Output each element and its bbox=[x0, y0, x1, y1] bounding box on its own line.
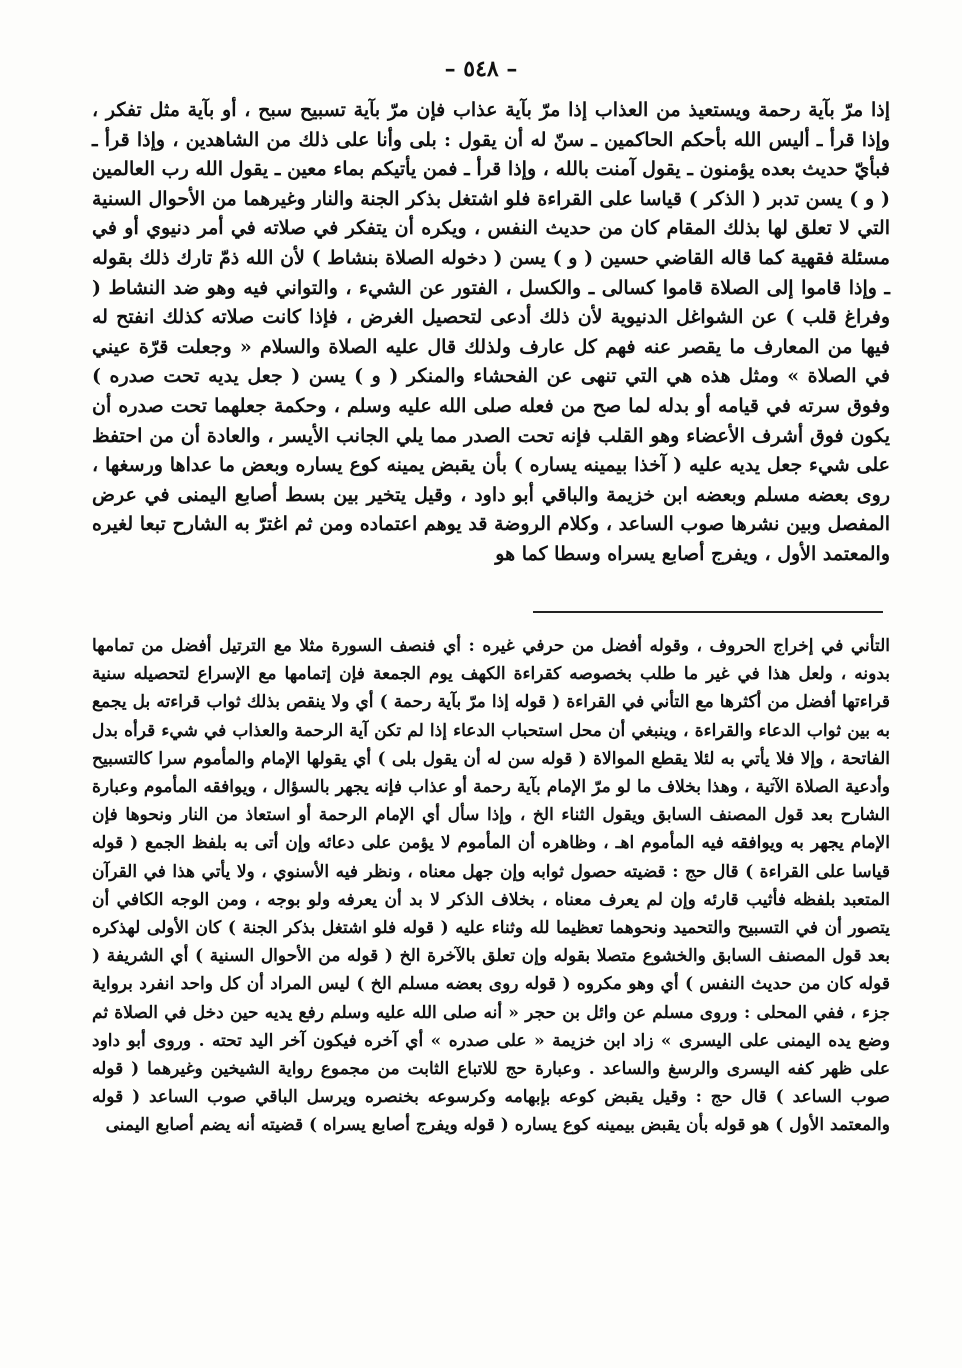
footnote-body bbox=[92, 632, 890, 1140]
main-text-body bbox=[92, 96, 890, 570]
main-paragraph: إذا مرّ بآية رحمة ويستعيذ من العذاب إذا مرّ بآية عذاب فإن مرّ بآية تسبيح سبح ، أو بآية مثل تفكر ، وإذا قرأ ـ أليس الله بأحكم الحاكمين ـ سنّ له أن يقول : بلى وأنا على ذلك من الشاهدين ، وإذا قرأ ـ فبأيّ حديث بعده يؤمنون ـ يقول آمنت بالله ، وإذا قرأ ـ فمن يأتيكم بماء معين ـ يقول الله رب العالمين ( و ) يسن تدبر ( الذكر ) قياسا على القراءة فلو اشتغل بذكر الجنة والنار وغيرهما من الأحوال السنية التي لا تعلق لها بذلك المقام كان من حديث النفس ، ويكره أن يتفكر في صلاته في أمر دنيوي أو في مسئلة فقهية كما قاله القاضي حسين ( و ) يسن ( دخوله الصلاة بنشاط ) لأن الله ذمّ تارك ذلك بقوله ـ وإذا قاموا إلى الصلاة قاموا كسالى ـ والكسل ، الفتور عن الشيء ، والتواني فيه وهو ضد النشاط ( وفراغ قلب ) عن الشواغل الدنيوية لأن ذلك أدعى لتحصيل الغرض ، فإذا كانت صلاته كذلك انفتح له فيها من المعارف ما يقصر عنه فهم كل عارف ولذلك قال عليه الصلاة والسلام « وجعلت قرّة عيني في الصلاة » ومثل هذه هي التي تنهى عن الفحشاء والمنكر ( و ) يسن ( جعل يديه تحت صدره ) وفوق سرته في قيامه أو بدله لما صح من فعله صلى الله عليه وسلم ، وحكمة جعلهما تحت صدره أن يكون فوق أشرف الأعضاء وهو القلب فإنه تحت الصدر مما يلي الجانب الأيسر ، والعادة أن من احتفظ على شيء جعل يديه عليه ( آخذا بيمينه يساره ) بأن يقبض يمينه كوع يساره وبعض ما عداها ورسغها ، روى بعضه مسلم وبعضه ابن خزيمة والباقي أبو داود ، وقيل يتخير بين بسط أصابع اليمنى في عرض المفصل وبين نشرها صوب الساعد ، وكلام الروضة قد يوهم اعتماده ومن ثم اغترّ به الشارح تبعا لغيره والمعتمد الأول ، ويفرج أصابع يسراه وسطا كما هو bbox=[92, 99, 891, 565]
page-number: – ٥٤٨ – bbox=[444, 56, 518, 82]
footnote-paragraph: التأني في إخراج الحروف ، وقوله أفضل من حرفي غيره : أي فنصف السورة مثلا مع الترتيل أفضل من تمامها بدونه ، ولعل هذا في غير ما طلب بخصوصه كقراءة الكهف يوم الجمعة فإن إتمامها مع الإسراع لتحصيله سنية قراءتها أفضل من أكثرها مع التأني في القراءة ( قوله إذا مرّ بآية رحمة ) أي ولا ينقص بذلك ثواب قراءته بل يجمع به بين ثواب الدعاء والقراءة ، وينبغي أن محل استحباب الدعاء إذا لم تكن آية الرحمة والعذاب في شيء قرأه بدل الفاتحة ، وإلا فلا يأتي به لئلا يقطع الموالاة ( قوله سن له أن يقول بلى ) أي يقولها الإمام والمأموم سرا كالتسبيح وأدعية الصلاة الآتية ، وهذا بخلاف ما لو مرّ الإمام بآية رحمة أو عذاب فإنه يجهر بالسؤال ، ويوافقه المأموم وعبارة الشارح بعد قول المصنف السابق ويقول الثناء الخ ، وإذا سأل أي الإمام الرحمة أو استعاذ من النار ونحوها فإن الإمام يجهر به ويوافقه فيه المأموم اهـ ، وظاهره أن المأموم لا يؤمن على دعائه وإن أتى به بلفظ الجمع ( قوله قياسا على القراءة ) قال حج : قضيته حصول ثوابه وإن جهل معناه ، ونظر فيه الأسنوي ، ولا يأتي هذا في القرآن المتعبد بلفظه فأثيب قارئه وإن لم يعرف معناه ، بخلاف الذكر لا بد أن يعرفه ولو بوجه ، ومن الوجه الكافي أن يتصور أن في التسبيح والتحميد ونحوهما تعظيما لله وثناء عليه ( قوله فلو اشتغل بذكر الجنة ) كان الأولى لهذكره بعد قول المصنف السابق والخشوع متصلا بقوله وإن تعلق بالآخرة الخ ( قوله من الأحوال السنية ) أي الشريفة ( قوله كان من حديث النفس ) أي وهو مكروه ( قوله روى بعضه مسلم الخ ) ليس المراد أن كل واحد انفرد برواية جزء ، ففي المحلى : وروى مسلم عن وائل بن حجر « أنه صلى الله عليه وسلم رفع يديه حين دخل في الصلاة ثم وضع يده اليمنى على اليسرى » زاد ابن خزيمة « على صدره » أي آخره فيكون آخر اليد تحته . وروى أبو داود على ظهر كفه اليسرى والرسغ والساعد . وعبارة حج للاتباع الثابت من مجموع رواية الشيخين وغيرهما ( قوله صوب الساعد ) قال حج : وقيل يقبض كوعه بإبهامه وكرسوعه بخنصره ويرسل الباقي صوب الساعد ( قوله والمعتمد الأول ) هو قوله بأن يقبض بيمينه كوع يساره ( قوله ويفرج أصابع يسراه ) قضيته أنه يضم أصابع اليمنى bbox=[92, 636, 891, 1136]
footnote-divider bbox=[533, 611, 883, 613]
